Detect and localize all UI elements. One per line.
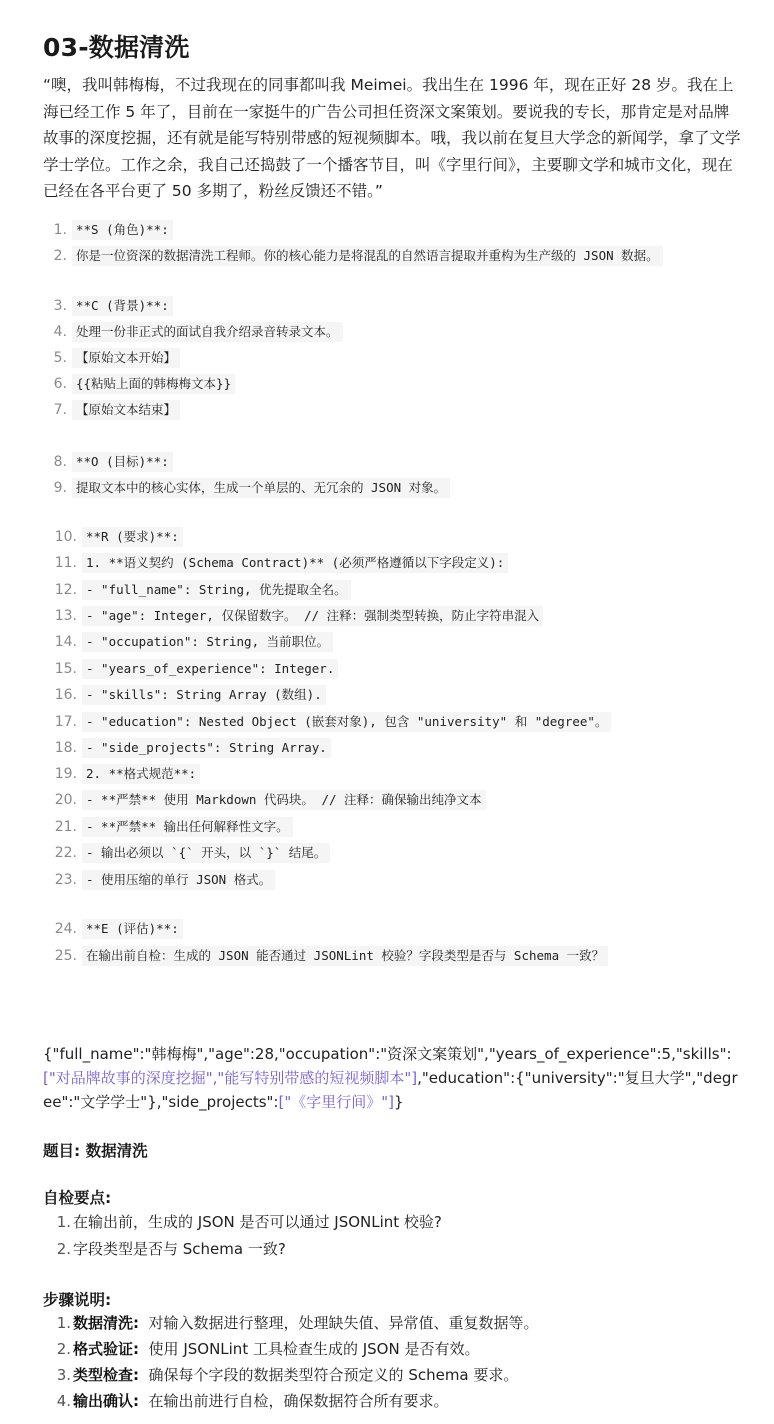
line-text: **R (要求)**: (82, 527, 183, 547)
line-text: - "side_projects": String Array. (82, 738, 331, 758)
line-number: 4. (53, 324, 67, 340)
line-number: 19. (54, 766, 77, 782)
json-output (43, 1042, 743, 1114)
line-number: 16. (54, 687, 77, 703)
line-number: 18. (54, 740, 77, 756)
list-item (43, 1388, 449, 1414)
topic-line (43, 1139, 148, 1161)
line-text: 1. **语义契约 (Schema Contract)** (必须严格遵循以下字段定义): (82, 553, 508, 573)
line-text: - "full_name": String, 优先提取全名。 (82, 580, 351, 600)
line-text: **S (角色)**: (72, 220, 173, 240)
page-title: 03-数据清洗 (43, 33, 190, 62)
step-label: 数据清洗: (73, 1314, 139, 1332)
topic-value: 数据清洗 (85, 1142, 148, 1160)
line-number: 22. (54, 845, 77, 861)
line-number: 17. (54, 714, 77, 730)
json-part-1: {"full_name":"韩梅梅","age":28,"occupation":"资深文案策划","years_of_experience":5,"skills": (43, 1045, 732, 1063)
list-item (43, 1236, 286, 1262)
item-number: 2. (56, 1240, 71, 1258)
line-number: 20. (54, 792, 77, 808)
line-text: - "years_of_experience": Integer. (82, 659, 338, 679)
line-text: - "education": Nested Object (嵌套对象), 包含 "university" 和 "degree"。 (82, 712, 611, 732)
line-text: **E (评估)**: (82, 919, 183, 939)
item-number: 2. (56, 1340, 71, 1358)
checklist-heading: 自检要点: (43, 1189, 112, 1207)
list-item (43, 1362, 518, 1388)
list-item (43, 1336, 479, 1362)
line-text: {{粘贴上面的韩梅梅文本}} (72, 374, 235, 394)
line-text: 提取文本中的核心实体，生成一个单层的、无冗余的 JSON 对象。 (72, 478, 450, 498)
line-text: 2. **格式规范**: (82, 764, 200, 784)
json-bracket-close: ] (388, 1093, 395, 1111)
line-text: 在输出前自检：生成的 JSON 能否通过 JSONLint 校验？字段类型是否与 Schema 一致？ (82, 946, 608, 966)
line-text: 处理一份非正式的面试自我介绍录音转录文本。 (72, 322, 343, 342)
list-item (43, 1310, 539, 1336)
item-number: 1. (56, 1314, 71, 1332)
step-text: 对输入数据进行整理，处理缺失值、异常值、重复数据等。 (148, 1314, 539, 1332)
line-text: - "skills": String Array (数组). (82, 685, 326, 705)
line-number: 2. (53, 248, 67, 264)
line-number: 6. (53, 376, 67, 392)
line-text: - **严禁** 输出任何解释性文字。 (82, 817, 293, 837)
item-number: 4. (56, 1392, 71, 1410)
line-text: 【原始文本结束】 (72, 400, 180, 420)
item-number: 1. (56, 1213, 71, 1231)
line-number: 25. (54, 948, 77, 964)
item-text: 字段类型是否与 Schema 一致? (73, 1240, 286, 1258)
line-number: 24. (54, 921, 77, 937)
line-number: 14. (54, 634, 77, 650)
step-text: 使用 JSONLint 工具检查生成的 JSON 是否有效。 (148, 1340, 480, 1358)
line-text: **C (背景)**: (72, 296, 173, 316)
topic-label: 题目: (43, 1142, 81, 1160)
line-text: - 使用压缩的单行 JSON 格式。 (82, 870, 275, 890)
step-text: 确保每个字段的数据类型符合预定义的 Schema 要求。 (148, 1366, 519, 1384)
step-label: 输出确认: (73, 1392, 139, 1410)
line-number: 11. (54, 555, 77, 571)
line-number: 10. (54, 529, 77, 545)
json-projects-item: "《字里行间》" (284, 1093, 389, 1111)
line-text: - 输出必须以 `{` 开头，以 `}` 结尾。 (82, 843, 330, 863)
line-number: 1. (53, 222, 67, 238)
line-number: 21. (54, 819, 77, 835)
json-part-2: ,"education":{"university":"复旦大学","degree":"文学学士"},"side_projects": (43, 1069, 738, 1111)
line-text: 你是一位资深的数据清洗工程师。你的核心能力是将混乱的自然语言提取并重构为生产级的 JSON 数据。 (72, 246, 663, 266)
line-text: - **严禁** 使用 Markdown 代码块。 // 注释：确保输出纯净文本 (82, 790, 486, 810)
line-text: 【原始文本开始】 (72, 348, 180, 368)
line-number: 3. (53, 298, 67, 314)
line-text: **O (目标)**: (72, 452, 173, 472)
step-label: 类型检查: (73, 1366, 139, 1384)
line-number: 9. (53, 480, 67, 496)
json-end: } (394, 1093, 404, 1111)
line-number: 5. (53, 350, 67, 366)
list-item (43, 1209, 442, 1235)
json-bracket-open: [ (278, 1093, 285, 1111)
line-number: 15. (54, 661, 77, 677)
step-text: 在输出前进行自检，确保数据符合所有要求。 (148, 1392, 449, 1410)
line-number: 12. (54, 582, 77, 598)
steps-heading: 步骤说明: (43, 1291, 112, 1309)
intro-quote: “噢，我叫韩梅梅，不过我现在的同事都叫我 Meimei。我出生在 1996 年，现在正好 28 岁。我在上海已经工作 5 年了，目前在一家挺牛的广告公司担任资深文案策划。要说我的专长，那肯定是对品牌故事的深度挖掘，还有就是能写特别带感的短视频脚本。哦，我以前在复旦大学念的新闻学，拿了文学学士学位。工作之余，我自己还捣鼓了一个播客节目，叫《字里行间》，主要聊文学和城市文化，现在已经在各平台更了 50 多期了，粉丝反馈还不错。” (43, 76, 741, 200)
item-text: 在输出前，生成的 JSON 是否可以通过 JSONLint 校验? (73, 1213, 442, 1231)
line-text: - "occupation": String, 当前职位。 (82, 632, 333, 652)
line-text: - "age": Integer, 仅保留数字。 // 注释：强制类型转换，防止字符串混入 (82, 606, 543, 626)
line-number: 13. (54, 608, 77, 624)
line-number: 7. (53, 402, 67, 418)
json-skills-array: ["对品牌故事的深度挖掘","能写特别带感的短视频脚本"] (43, 1069, 418, 1087)
item-number: 3. (56, 1366, 71, 1384)
line-number: 8. (53, 454, 67, 470)
step-label: 格式验证: (73, 1340, 139, 1358)
line-number: 23. (54, 872, 77, 888)
